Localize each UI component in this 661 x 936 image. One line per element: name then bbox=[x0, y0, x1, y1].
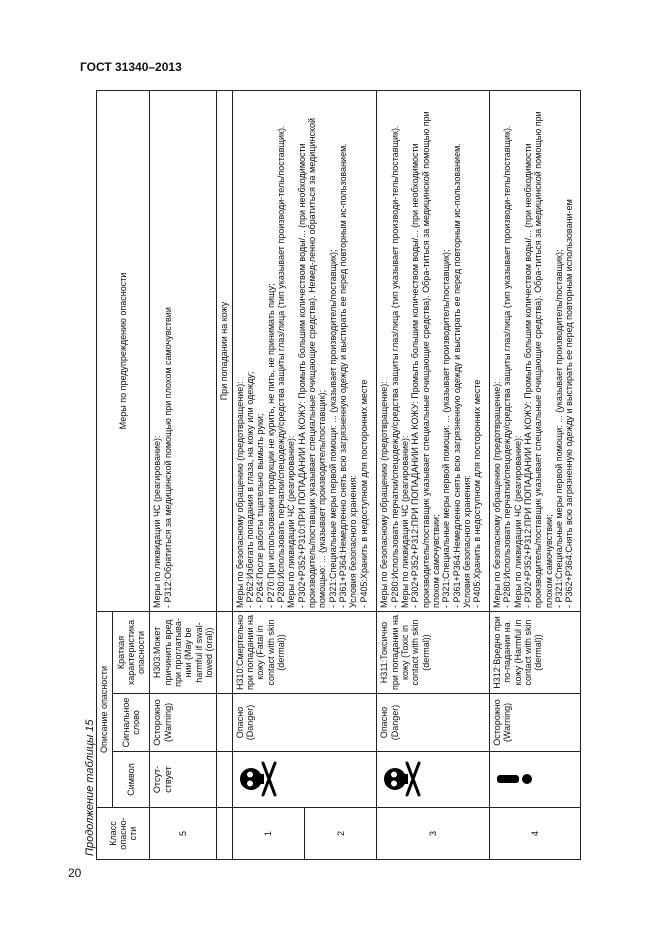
header-class: Класс опасно-сти bbox=[97, 808, 150, 860]
short-cell: H303:Может причинить вред при проглатыва-нии (May be harmful if swal-lowed (oral)) bbox=[150, 611, 217, 693]
table-continuation-caption: Продолжение таблицы 15 bbox=[84, 719, 96, 856]
header-measures: Меры по предупреждению опасности bbox=[97, 91, 150, 612]
signal-cell: Опасно (Danger) bbox=[377, 694, 490, 752]
table-row bbox=[150, 91, 217, 860]
standard-header: ГОСТ 31340–2013 bbox=[80, 60, 182, 74]
measures-cell: Меры по ликвидации ЧС (реагирование): - P312:Обратиться за медицинской помощью при плохом самочувствии bbox=[150, 91, 217, 612]
hazard-table bbox=[96, 90, 581, 860]
class-cell: 1 bbox=[232, 808, 304, 860]
short-cell: H310:Смертельно при попадании на кожу (Fatal in contact with skin (dermal)) bbox=[232, 611, 377, 693]
hazard-table-rotated bbox=[96, 90, 581, 860]
table-row bbox=[377, 91, 490, 860]
signal-cell: Осторожно (Warning) bbox=[150, 694, 217, 752]
page-number: 20 bbox=[68, 866, 82, 880]
symbol-cell bbox=[232, 752, 377, 808]
header-hazard-description: Описание опасности bbox=[97, 611, 113, 807]
measures-cell: Меры по безопасному обращению (предотвращение): - P280:Использовать перчатки/спецодежду/средства защиты глаз/лица (тип указывает производи-тель/поставщик). Меры по ликвидации ЧС (реагирование): - P302+P352+P312:ПРИ ПОПАДАНИИ НА КОЖУ: Промыть большим количеством воды/... (при необходимости производитель/поставщик указывает специальные очищающие средства). Обра-титься за медицинской помощью при плохом самочувствии; - P321:Специальные меры первой помощи: ... (указывает производитель/поставщик); - P361+P364:Немедленно снять всю загрязненную одежду и выстирать ее перед повторным ис-пользованием. Условия безопасного хранения: - P405:Хранить в недоступном для посторонних месте bbox=[377, 91, 490, 612]
section-row bbox=[217, 91, 232, 860]
short-cell: H311:Токсично при попадании на кожу (Toxic in contact with skin (dermal)) bbox=[377, 611, 490, 693]
symbol-cell bbox=[489, 752, 580, 808]
class-cell: 4 bbox=[489, 808, 580, 860]
short-cell: H312:Вредно при по-падании на кожу (Harmful in contact with skin (dermal)) bbox=[489, 611, 580, 693]
table-row bbox=[232, 91, 304, 860]
section-title: При попадании на кожу bbox=[217, 91, 232, 612]
symbol-cell: Отсут-ствует bbox=[150, 752, 217, 808]
class-cell: 2 bbox=[305, 808, 377, 860]
skull-crossbones-icon bbox=[237, 758, 277, 802]
table-row bbox=[489, 91, 580, 860]
exclamation-mark-icon bbox=[494, 765, 534, 795]
signal-cell: Опасно (Danger) bbox=[232, 694, 377, 752]
measures-cell: Меры по безопасному обращению (предотвращение): - P280:Использовать перчатки/спецодежду/средства защиты глаз/лица (тип указывает производи-тель/поставщик). Меры по ликвидации ЧС (реагирование): - P302+P352+P312:ПРИ ПОПАДАНИИ НА КОЖУ: Промыть большим количеством воды/... (при необходимости производитель/поставщик указывает специальные очищающие средства). Обра-титься за медицинской помощью при плохом самочувствии; - P321:Специальные меры первой помощи: ... (указывает производитель/поставщик); - P362+P364:Снять всю загрязненную одежду и выстирать ее перед повторным использовани-ем bbox=[489, 91, 580, 612]
measures-cell: Меры по безопасному обращению (предотвращение): - P262:Избегать попадания в глаза, на кожу или одежду; - P264:После работы тщательно вымыть руки; - P270:При использовании продукции не курить, не пить, не принимать пищу; - P280:Использовать перчатки/спецодежду/средства защиты глаз/лица (тип указывает производи-тель/поставщик). Меры по ликвидации ЧС (реагирование): - P302+P352+P310:ПРИ ПОПАДАНИИ НА КОЖУ: Промыть большим количеством воды/... (при необходимости производитель/поставщик указывает специальные очищающие средства). Немед-ленно обратиться за медицинской помощью: ... (указывает производитель/поставщик); - P321:Специальные меры первой помощи: ... (указывает производитель/поставщик); - P361+P364:Немедленно снять всю загрязненную одежду и выстирать ее перед повторным ис-пользованием. Условия безопасного хранения: - P405:Хранить в недоступном для посторонних месте bbox=[232, 91, 377, 612]
class-cell: 5 bbox=[150, 808, 217, 860]
header-signal-word: Сигнальное слово bbox=[112, 694, 149, 752]
class-cell: 3 bbox=[377, 808, 490, 860]
skull-crossbones-icon bbox=[381, 758, 421, 802]
header-symbol: Символ bbox=[112, 752, 149, 808]
header-short-description: Краткая характеристика опасности bbox=[112, 611, 149, 693]
symbol-cell bbox=[377, 752, 490, 808]
signal-cell: Осторожно (Warning) bbox=[489, 694, 580, 752]
